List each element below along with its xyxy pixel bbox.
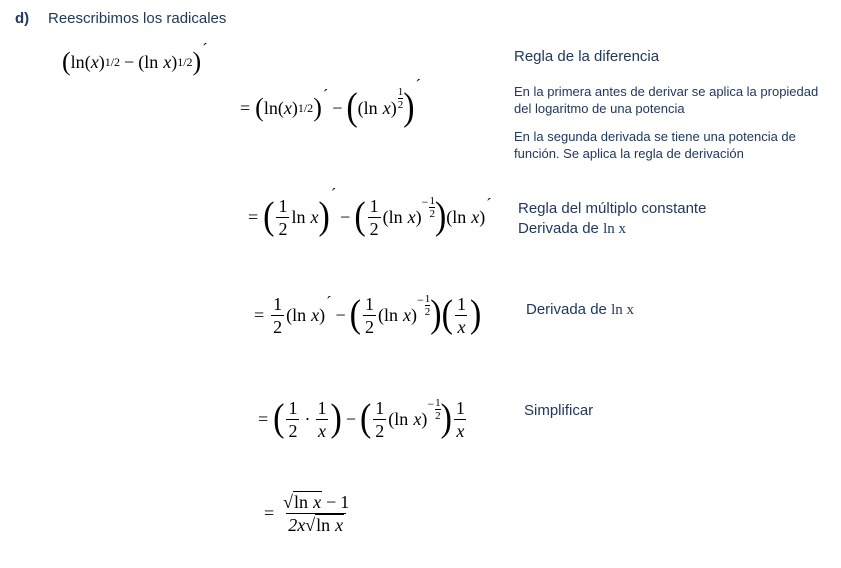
equation-row-6: = $\frac{\text{√ln x − 1}}{\text{2x√ln x}}$ — [264, 491, 350, 535]
note-power-function: En la segunda derivada se tiene una potencia de función. Se aplica la regla de derivación — [514, 129, 796, 161]
item-label: d) — [15, 10, 30, 27]
equation-row-3: = ( $\frac{1}{2}$ ln x ) ´ − ( $\frac{1}{2}$ ( ln x ) − $\frac{1}{2}$ ) ( ln x ) ´ — [248, 186, 492, 239]
note-difference-rule: Regla de la diferencia — [514, 48, 660, 65]
note-derivative-ln-1: Derivada de ln x — [518, 220, 626, 237]
note-simplify: Simplificar — [524, 402, 594, 419]
equation-row-5: = ( $\frac{1}{2}$ · $\frac{1}{x}$ ) − ( $\frac{1}{2}$ ( ln x ) − $\frac{1}{2}$ ) $\frac{1}{x}$ — [258, 396, 465, 441]
equation-row-4: = $\frac{1}{2}$ ( ln x ) ´ − ( $\frac{1}{2}$ ( ln x ) − $\frac{1}{2}$ ) ( $\frac{1}{x}$ ) — [254, 292, 482, 337]
section-title: Reescribimos los radicales — [48, 10, 227, 27]
equation-row-1: ( ln ( x ) 1/2 − ( ln x ) 1/2 ) ´ — [62, 41, 208, 76]
equation-row-2: = ( ln ( x ) 1/2 ) ´ − ( ( ln x ) 1 2 ) ´ — [240, 77, 421, 129]
note-constant-multiple: Regla del múltiplo constante — [518, 200, 707, 217]
note-log-property: En la primera antes de derivar se aplica la propiedad del logaritmo de una potencia — [514, 84, 819, 116]
note-derivative-ln-2: Derivada de ln x — [526, 301, 634, 318]
